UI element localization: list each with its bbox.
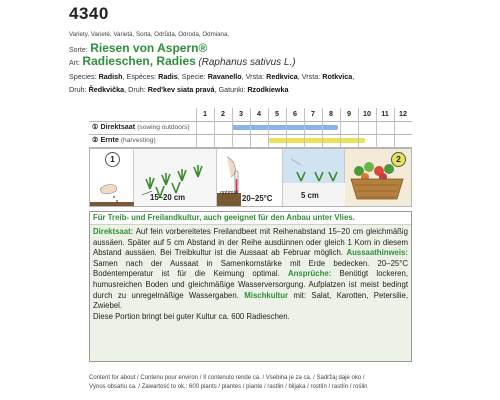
sorte-prefix: Sorte:	[69, 47, 88, 54]
sorte-line	[69, 41, 207, 55]
calendar-month-2: 2	[221, 109, 225, 118]
harvest-period-bar	[268, 138, 365, 143]
vrsta-label-2: Vrsta:	[301, 72, 321, 81]
species-cs: Ředkvička	[88, 85, 125, 94]
vrsta-label-1: Vrsta:	[245, 72, 265, 81]
calendar-month-5: 5	[275, 109, 279, 118]
calendar-month-12: 12	[399, 109, 407, 118]
calendar-column-divider	[358, 108, 359, 147]
calendar-month-9: 9	[347, 109, 351, 118]
ansprueche-label: Ansprüche:	[287, 269, 332, 279]
description-box	[89, 211, 412, 362]
step-1-badge: 1	[105, 152, 120, 167]
calendar-column-divider	[232, 108, 233, 147]
calendar-column-divider	[322, 108, 323, 147]
druh-label-2: Druh:	[128, 85, 146, 94]
aussaathinweis-text: Samen nach der Aussaat in Samenkornstärke mit Erde bedecken. 20–25°C Bodentemperatur ist für die Keimung optimal.	[93, 258, 408, 279]
vegetable-basket-icon	[345, 149, 411, 206]
step-2-badge: 2	[391, 152, 406, 167]
description-headline: Für Treib- und Freilandkultur, auch geeignet für den Anbau unter Vlies.	[90, 212, 411, 225]
calendar-column-divider	[250, 108, 251, 147]
row-spacing-label: 15–20 cm	[150, 193, 186, 202]
calendar-month-8: 8	[329, 109, 333, 118]
direktsaat-text: Auf fein vorbereitetes Freilandbeet mit Reihenabstand 15–20 cm gleichmäßig aussäen. Später auf 5 cm Abstand in der Reihe ausdünnen oder gleich 1 Korn in diesem Abstand aussäen. Bei Treibkultur ist die Aussaat ab Februar möglich.	[93, 227, 408, 258]
species-en: Radish	[98, 72, 123, 81]
calendar-month-6: 6	[293, 109, 297, 118]
sow-sub-label: (sowing outdoors)	[137, 124, 190, 131]
sorte-name: Riesen von Aspern®	[90, 41, 208, 55]
plant-spacing-label: 5 cm	[301, 191, 319, 200]
panel-row-spacing	[134, 149, 217, 206]
aussaathinweis-label: Aussaathinweis:	[346, 248, 408, 258]
art-prefix: Art:	[69, 60, 80, 67]
product-code: 4340	[69, 4, 109, 23]
sow-label-text: ① Direktsaat	[92, 122, 136, 131]
species-pl: Rzodkiewka	[247, 85, 289, 94]
species-hr: Rotkvica	[322, 72, 353, 81]
calendar-column-divider	[340, 108, 341, 147]
calendar-column-divider	[394, 108, 395, 147]
calendar-month-4: 4	[257, 109, 261, 118]
species-sl: Redkvica	[266, 72, 298, 81]
mischkultur-text: mit: Salat, Karotten, Petersilie, Zwiebel.	[93, 290, 408, 311]
calendar-column-divider	[214, 108, 215, 147]
panel-plant-spacing	[283, 149, 345, 206]
species-line-1: Species: Radish, Espèces: Radis, Specie: Ravanello, Vrsta: Redkvica, Vrsta: Rotkvica,	[69, 72, 355, 81]
temperature-sub-label: optimal	[220, 190, 238, 196]
especes-label: Espèces:	[126, 72, 157, 81]
calendar-month-7: 7	[311, 109, 315, 118]
panel-temperature	[217, 149, 283, 206]
art-name: Radieschen, Radies	[82, 54, 196, 68]
calendar-column-divider	[268, 108, 269, 147]
description-body	[93, 227, 408, 322]
specie-label: Specie:	[181, 72, 206, 81]
footer-content-line-2: Výnos obsahu ca. / Zawartość to ok.: 600 plants / plantes / piante / rastlin / biljaka / rostlín / rastlín / roślin	[89, 384, 368, 390]
harvest-label	[92, 135, 156, 144]
footer-content-line-1: Content for about / Contenu pour environ / Il contenuto rende ca. / Vsebina je za ca. / Sadržaj daje oko /	[89, 375, 365, 381]
panel-harvest-basket	[345, 149, 411, 206]
panel-sowing-hand	[90, 149, 134, 206]
mischkultur-label: Mischkultur	[244, 290, 289, 300]
species-sk: Red'kev siata pravá	[147, 85, 215, 94]
calendar-month-10: 10	[363, 109, 371, 118]
sow-label	[92, 122, 190, 131]
calendar-month-3: 3	[239, 109, 243, 118]
sowing-calendar	[89, 108, 412, 147]
direktsaat-label: Direktsaat:	[93, 227, 134, 236]
species-fr: Radis	[158, 72, 178, 81]
calendar-month-1: 1	[203, 109, 207, 118]
harvest-label-text: ② Ernte	[92, 135, 119, 144]
temperature-label: 20–25°C	[242, 194, 273, 203]
gatunki-label: Gatunki:	[218, 85, 246, 94]
illustration-strip	[89, 148, 412, 207]
calendar-column-divider	[376, 108, 377, 147]
portion-text: Diese Portion bringt bei guter Kultur ca. 600 Radieschen.	[93, 311, 290, 321]
calendar-month-11: 11	[381, 109, 389, 118]
species-it: Ravanello	[207, 72, 242, 81]
calendar-column-divider	[304, 108, 305, 147]
hand-sowing-icon	[90, 149, 134, 206]
calendar-column-divider	[196, 108, 197, 147]
species-line-2: Druh: Ředkvička, Druh: Red'kev siata pravá, Gatunki: Rzodkiewka	[69, 85, 289, 94]
variety-label: Variety, Varieté, Varietà, Sorta, Odrůda, Odroda, Odmiana,	[69, 31, 230, 38]
druh-label-1: Druh:	[69, 85, 87, 94]
art-line	[69, 54, 296, 68]
ansprueche-text: Benötigt lockeren, humusreichen Boden und gleichmäßige Wasserversorgung. Aufplatzen ist meist bedingt durch zu unregelmäßige Wassergaben.	[93, 269, 408, 300]
calendar-column-divider	[286, 108, 287, 147]
art-latin: (Raphanus sativus L.)	[198, 57, 296, 68]
species-label: Species:	[69, 72, 97, 81]
harvest-sub-label: (harvesting)	[120, 137, 156, 144]
